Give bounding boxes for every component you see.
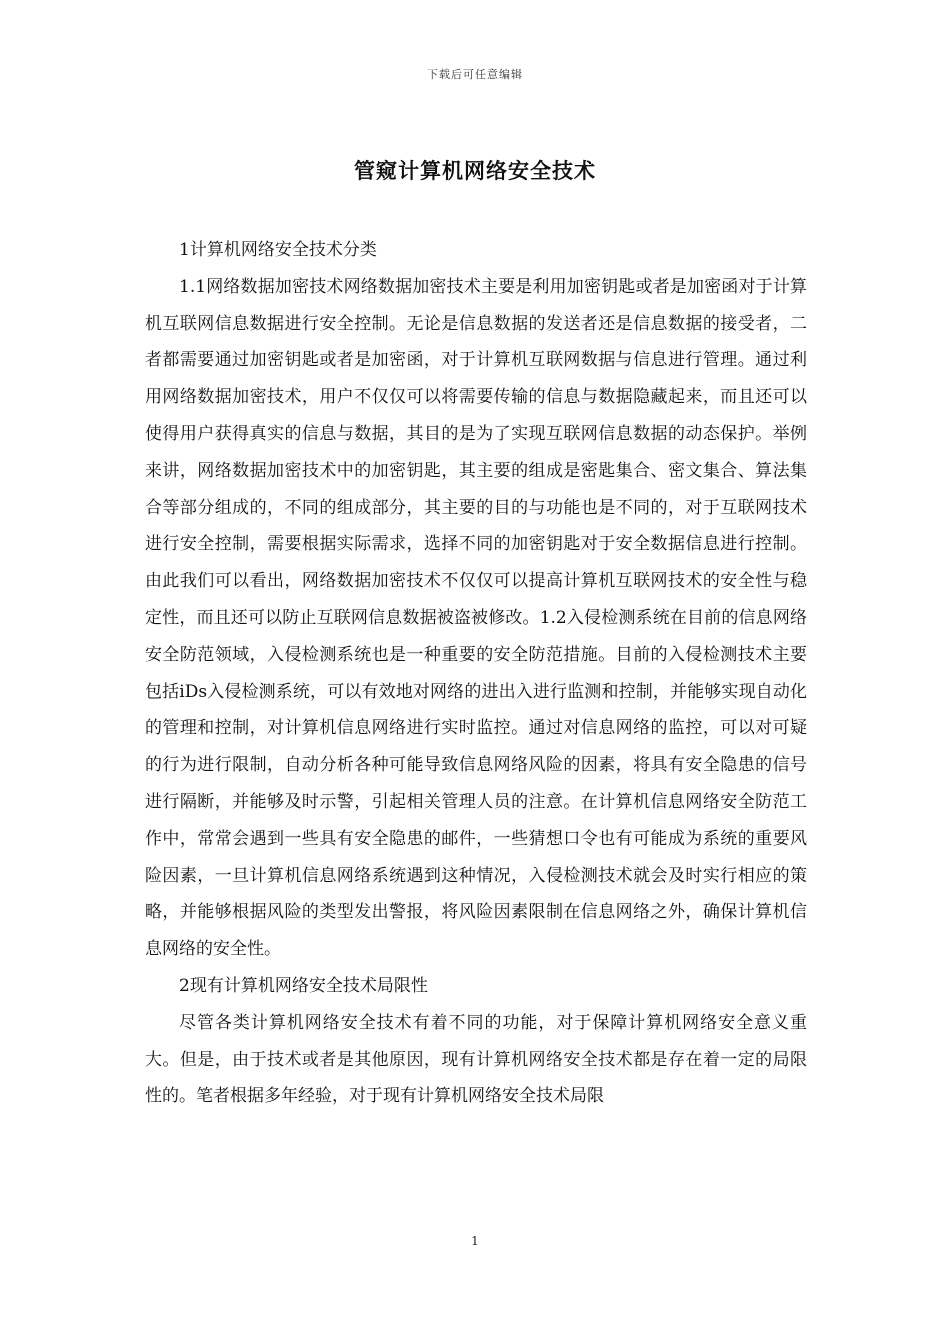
section-heading-1: 1计算机网络安全技术分类	[179, 240, 377, 260]
document-title: 管窥计算机网络安全技术	[354, 158, 596, 183]
section-heading-2: 2现有计算机网络安全技术局限性	[179, 975, 428, 996]
body-paragraph-2: 尽管各类计算机网络安全技术有着不同的功能，对于保障计算机网络安全意义重大。但是，由于技术或者是其他原因，现有计算机网络安全技术都是存在着一定的局限性的。笔者根据多年经验，对于现有计算机网络安全技术局限	[145, 1012, 807, 1107]
page-header-note: 下载后可任意编辑	[427, 68, 523, 81]
page-number: 1	[471, 1234, 479, 1248]
body-paragraph-1: 1.1网络数据加密技术网络数据加密技术主要是利用加密钥匙或者是加密函对于计算机互联网信息数据进行安全控制。无论是信息数据的发送者还是信息数据的接受者，二者都需要通过加密钥匙或者是加密函，对于计算机互联网数据与信息进行管理。通过利用网络数据加密技术，用户不仅仅可以将需要传输的信息与数据隐藏起来，而且还可以使得用户获得真实的信息与数据，其目的是为了实现互联网信息数据的动态保护。举例来讲，网络数据加密技术中的加密钥匙，其主要的组成是密匙集合、密文集合、算法集合等部分组成的，不同的组成部分，其主要的目的与功能也是不同的，对于互联网技术进行安全控制，需要根据实际需求，选择不同的加密钥匙对于安全数据信息进行控制。由此我们可以看出，网络数据加密技术不仅仅可以提高计算机互联网技术的安全性与稳定性，而且还可以防止互联网信息数据被盗被修改。1.2入侵检测系统在目前的信息网络安全防范领域，入侵检测系统也是一种重要的安全防范措施。目前的入侵检测技术主要包括iDs入侵检测系统，可以有效地对网络的进出入进行监测和控制，并能够实现自动化的管理和控制，对计算机信息网络进行实时监控。通过对信息网络的监控，可以对可疑的行为进行限制，自动分析各种可能导致信息网络风险的因素，将具有安全隐患的信号进行隔断，并能够及时示警，引起相关管理人员的注意。在计算机信息网络安全防范工作中，常常会遇到一些具有安全隐患的邮件，一些猜想口令也有可能成为系统的重要风险因素，一旦计算机信息网络系统遇到这种情况，入侵检测技术就会及时实行相应的策略，并能够根据风险的类型发出警报，将风险因素限制在信息网络之外，确保计算机信息网络的安全性。	[145, 276, 807, 960]
document-body	[145, 232, 807, 1115]
